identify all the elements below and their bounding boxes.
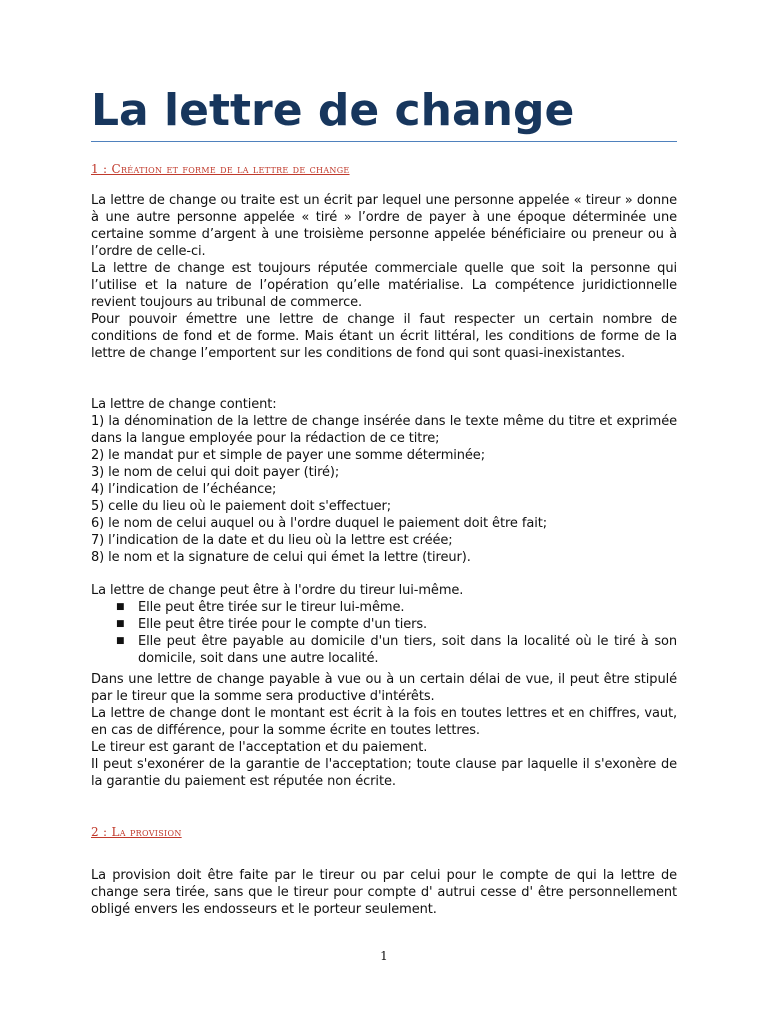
page-number: 1	[380, 949, 388, 963]
list-item: 2) le mandat pur et simple de payer une somme déterminée;	[91, 448, 485, 463]
bullet-item	[91, 633, 677, 667]
bullet-text: Elle peut être tirée sur le tireur lui-même.	[138, 600, 405, 615]
contents-intro: La lettre de change contient:	[91, 397, 277, 412]
paragraph-exoneration: Il peut s'exonérer de la garantie de l'acceptation; toute clause par laquelle il s'exonère de la garantie du paiement est réputée non écrite.	[91, 757, 677, 789]
bullet-text: Elle peut être payable au domicile d'un tiers, soit dans la localité où le tiré à son domicile, soit dans une autre localité.	[138, 634, 677, 666]
square-bullet-icon: ■	[116, 602, 125, 612]
list-item: 4) l’indication de l’échéance;	[91, 482, 277, 497]
square-bullet-icon: ■	[116, 619, 125, 629]
paragraph-definition: La lettre de change ou traite est un écrit par lequel une personne appelée « tireur » donne à une autre personne appelée « tiré » l’ordre de payer à une époque déterminée une certaine somme d’argent à une troisième personne appelée bénéficiaire ou preneur ou à l’ordre de celle-ci.	[91, 193, 677, 259]
title-underline-rule	[91, 141, 677, 142]
paragraph-conditions: Pour pouvoir émettre une lettre de change il faut respecter un certain nombre de conditions de fond et de forme. Mais étant un écrit littéral, les conditions de forme de la lettre de change l’emportent sur les conditions de fond qui sont quasi-inexistantes.	[91, 312, 677, 361]
paragraph-amount: La lettre de change dont le montant est écrit à la fois en toutes lettres et en chiffres, vaut, en cas de différence, pour la somme écrite en toutes lettres.	[91, 706, 677, 738]
section-1-closing-text	[91, 671, 677, 790]
section-1-heading: 1 : Création et forme de la lettre de change	[91, 162, 350, 176]
list-item: 3) le nom de celui qui doit payer (tiré);	[91, 465, 340, 480]
bullet-list	[91, 599, 677, 667]
paragraph-commercial-nature: La lettre de change est toujours réputée commerciale quelle que soit la personne qui l’utilise et la nature de l’opération qu’elle matérialise. La compétence juridictionnelle revient toujours au tribunal de commerce.	[91, 261, 677, 310]
list-item: 6) le nom de celui auquel ou à l'ordre duquel le paiement doit être fait;	[91, 516, 547, 531]
contents-list	[91, 396, 677, 566]
order-intro: La lettre de change peut être à l'ordre du tireur lui-même.	[91, 583, 464, 598]
section-2-paragraph: La provision doit être faite par le tireur ou par celui pour le compte de qui la lettre de change sera tirée, sans que le tireur pour compte d' autrui cesse d' être personnellement obligé envers les endosseurs et le porteur seulement.	[91, 868, 677, 917]
list-item: 7) l’indication de la date et du lieu où la lettre est créée;	[91, 533, 453, 548]
bullet-text: Elle peut être tirée pour le compte d'un tiers.	[138, 617, 428, 632]
paragraph-guarantee: Le tireur est garant de l'acceptation et du paiement.	[91, 740, 428, 755]
section-1-intro-text	[91, 192, 677, 362]
list-item: 8) le nom et la signature de celui qui émet la lettre (tireur).	[91, 550, 471, 565]
list-item: 5) celle du lieu où le paiement doit s'effectuer;	[91, 499, 392, 514]
bullet-item	[91, 599, 677, 616]
list-item: 1) la dénomination de la lettre de change insérée dans le texte même du titre et exprimée dans la langue employée pour la rédaction de ce titre;	[91, 414, 677, 446]
section-2-heading: 2 : La provision	[91, 825, 182, 839]
paragraph-interest: Dans une lettre de change payable à vue ou à un certain délai de vue, il peut être stipulé par le tireur que la somme sera productive d'intérêts.	[91, 672, 677, 704]
bullet-item	[91, 616, 677, 633]
document-title: La lettre de change	[91, 85, 575, 136]
square-bullet-icon: ■	[116, 636, 125, 646]
